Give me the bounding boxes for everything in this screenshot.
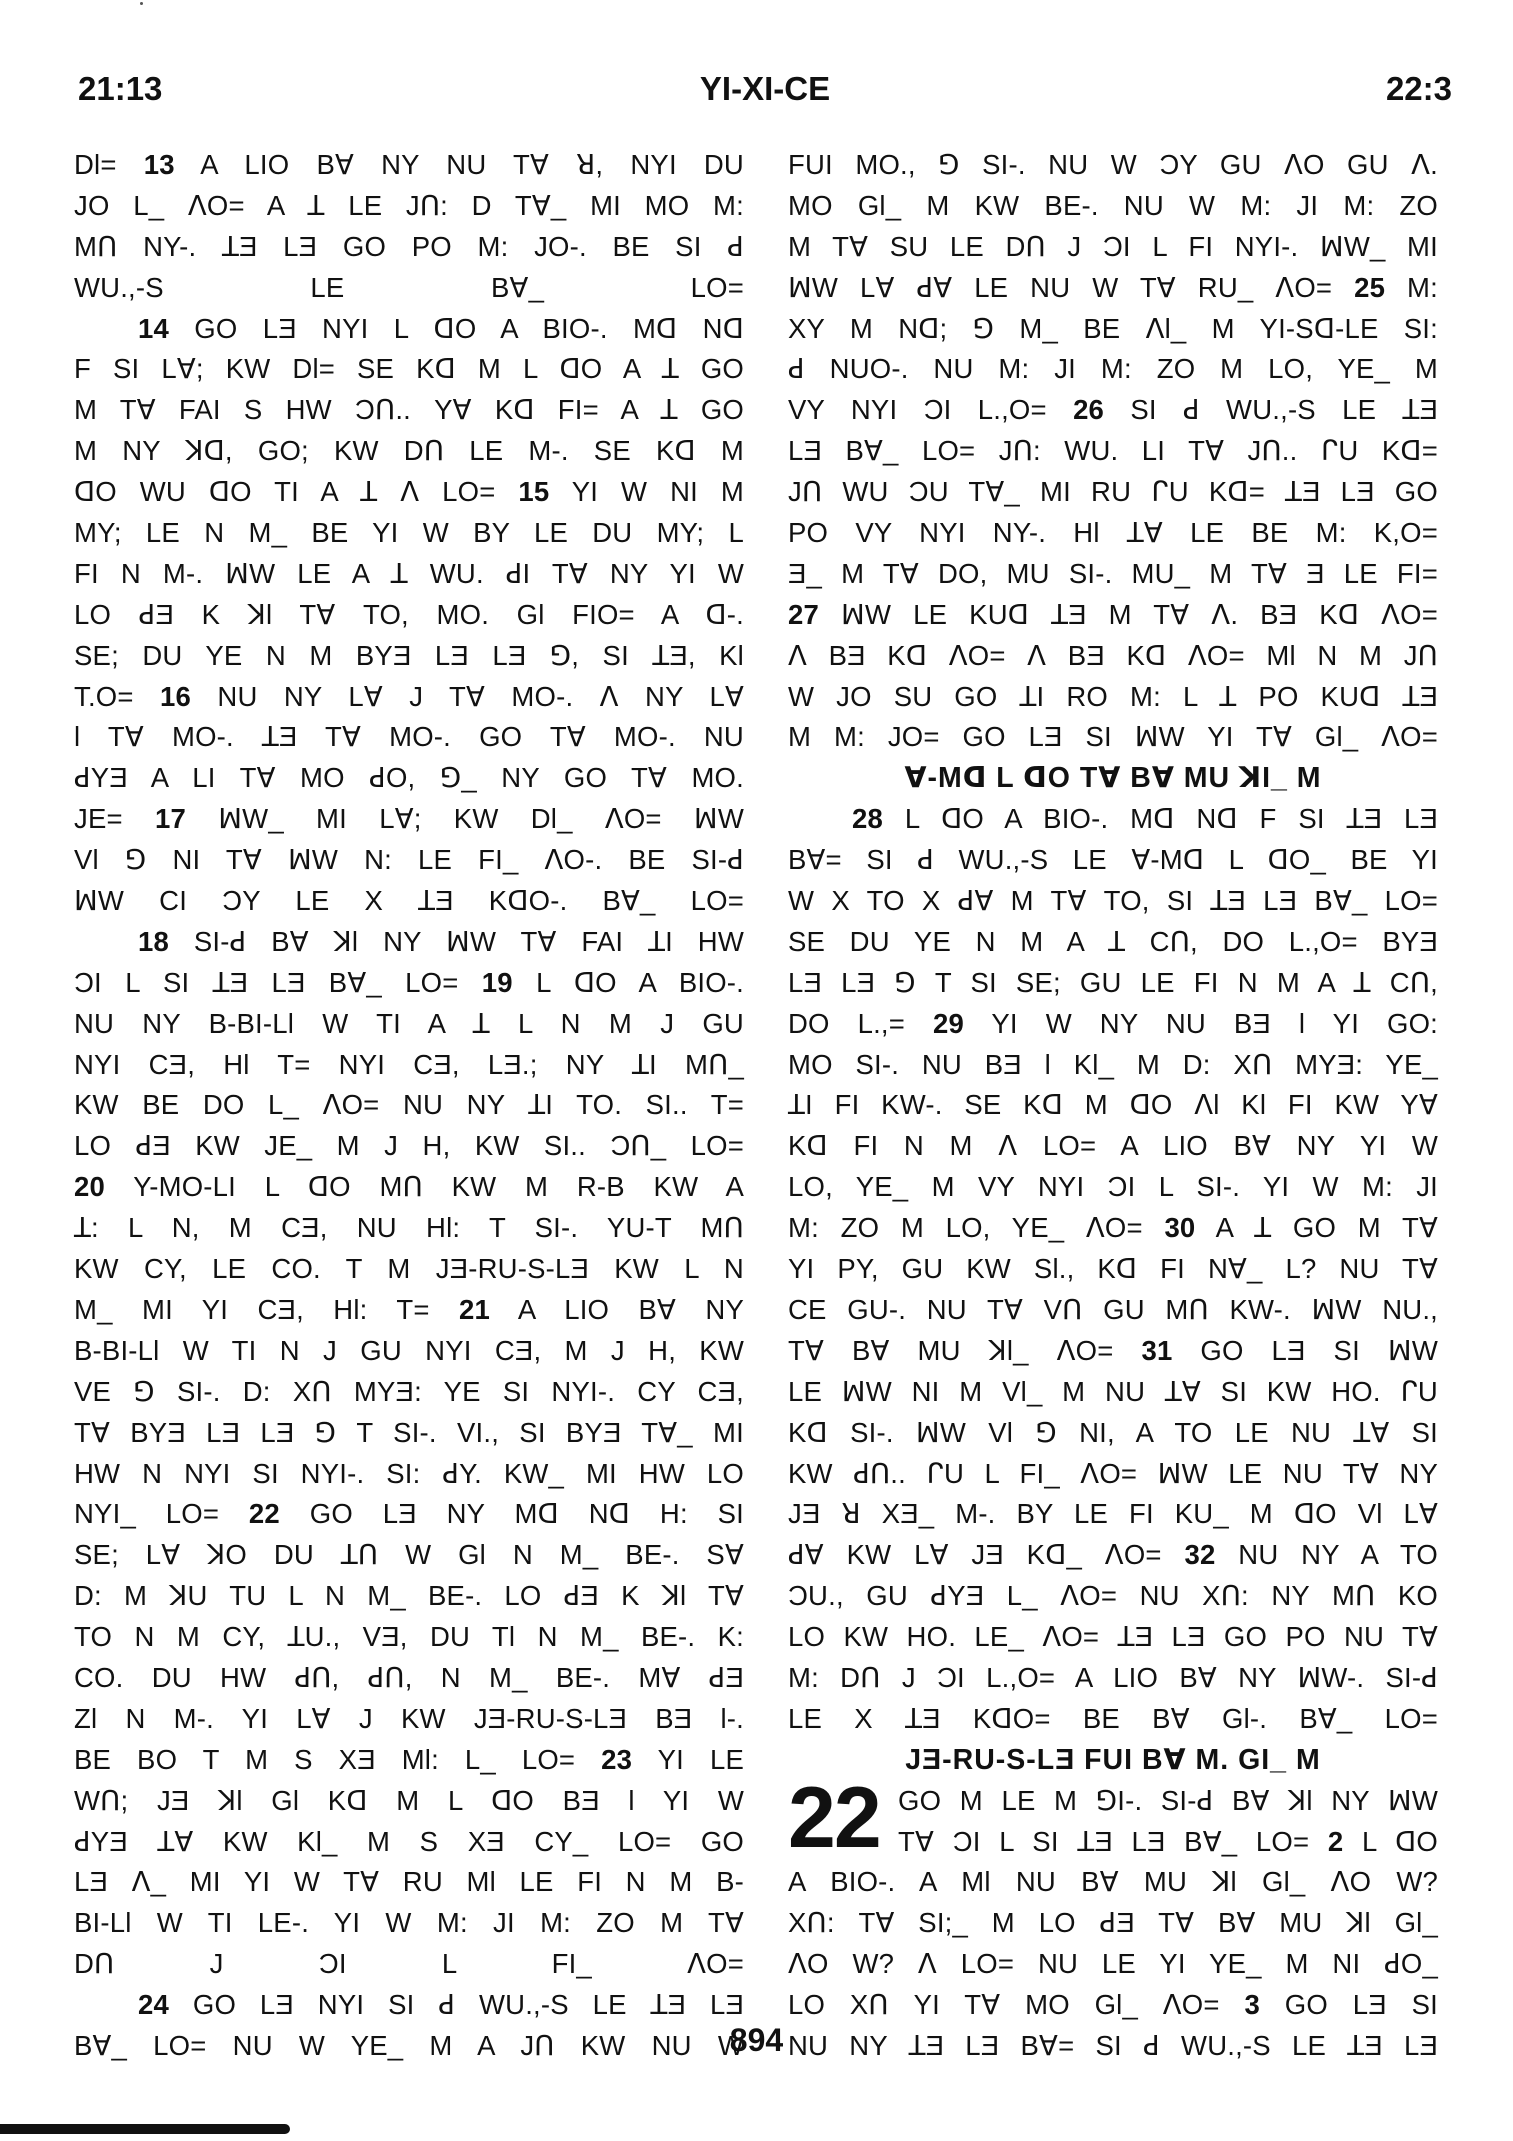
chapter-number: 22 — [788, 1770, 880, 1866]
text-segment: ꟽW LE KUꓷ ꓕƎ M Tꓯ ꓥ. BƎ Kꓷ ꓥO= — [819, 598, 1438, 630]
text-line — [788, 1494, 1438, 1535]
text-segment: NYI_ LO= — [74, 1498, 249, 1530]
text-segment: LO Xꓵ YI Tꓯ MO GƖ_ ꓥO= — [788, 1989, 1245, 2021]
text-line — [788, 431, 1438, 472]
text-line — [74, 595, 744, 636]
text-segment: W JO SU GO ꓕI RO M: L ꓕ PO KUꓷ ꓕƎ — [788, 680, 1438, 712]
text-line — [788, 1085, 1438, 1126]
text-segment: ꟽW Lꓯ ꓒꓯ LE NU W Tꓯ RU_ ꓥO= — [788, 271, 1355, 303]
verse-number: 32 — [1184, 1539, 1216, 1571]
text-segment: Ǝ_ M Tꓯ DO, MU SI-. MU_ M Tꓯ Ǝ LE FI= — [788, 557, 1438, 589]
header-left-reference: 21:13 — [78, 70, 163, 107]
text-line — [788, 1045, 1438, 1086]
text-line — [788, 1126, 1438, 1167]
text-segment: ϽU., GU ꓒYƎ L_ ꓥO= NU Xꓵ: NY Mꓵ KO — [788, 1580, 1438, 1612]
text-segment: LO ꓒƎ K ꓘƖ Tꓯ TO, MO. GƖ FIO= A ꓷ-. — [74, 598, 744, 630]
text-line — [788, 145, 1438, 186]
text-line — [74, 554, 744, 595]
text-segment: A LIO Bꓯ NY NU Tꓯ ꓤ, NYI DU — [174, 149, 744, 180]
text-line — [74, 1167, 744, 1208]
text-line — [74, 145, 744, 186]
text-line — [74, 1290, 744, 1331]
text-line — [74, 1822, 744, 1863]
text-line — [788, 1535, 1438, 1576]
verse-number: 21 — [458, 1293, 490, 1325]
verse-number: 3 — [1244, 1989, 1260, 2021]
text-segment: Kꓷ SI-. ꟽW VƖ ꓨ NI, A TO LE NU ꓕꓯ SI — [788, 1416, 1438, 1448]
text-line — [74, 1903, 744, 1944]
text-segment: YI W NY NU BƎ Ɩ YI GO: — [963, 1007, 1438, 1039]
text-segment: NU NY Lꓯ J Tꓯ MO-. ꓥ NY Lꓯ — [191, 680, 745, 712]
verse-number: 22 — [248, 1498, 280, 1530]
text-segment: YI W NI M — [549, 476, 744, 508]
verse-number: 23 — [601, 1743, 633, 1775]
text-line — [74, 309, 744, 350]
text-segment: Xꓵ: Tꓯ SI;_ M LO ꓒƎ Tꓯ Bꓯ MU ꓘƖ GƖ_ — [788, 1907, 1438, 1939]
text-segment: JE= — [74, 803, 155, 835]
text-line — [788, 595, 1438, 636]
text-segment: FUI MO., ꓨ SI-. NU W ϽY GU ꓥO GU ꓥ. — [788, 149, 1438, 180]
text-segment: JƎ-RU-S-LƎ FUI Bꓯ M. GƖ_ M — [905, 1743, 1321, 1776]
text-segment: GO LƎ NYI L ꓷO A BIO-. Mꓷ Nꓷ — [169, 312, 744, 344]
text-segment: DO L.,= — [788, 1007, 933, 1039]
verse-number: 20 — [74, 1171, 105, 1203]
text-line — [74, 922, 744, 963]
text-segment: M Tꓯ SU LE Dꓵ J ϽI L FI NYI-. ꟽW_ MI — [788, 230, 1438, 262]
text-segment: Bꓯ_ LO= NU W YE_ M A Jꓵ KW NU W — [74, 2029, 744, 2061]
text-segment: GO LƎ NYI SI ꓒ WU.,-S LE ꓕƎ LƎ — [169, 1989, 744, 2021]
text-segment: KW ꓒꓵ.. ᒋU L FI_ ꓥO= ꟽW LE NU Tꓯ NY — [788, 1457, 1438, 1489]
text-line — [788, 1822, 1438, 1863]
text-line — [788, 1862, 1438, 1903]
text-line — [74, 1454, 744, 1495]
text-line — [788, 349, 1438, 390]
text-segment: Jꓵ WU ϽU Tꓯ_ MI RU ᒋU Kꓷ= ꓕƎ LƎ GO — [788, 476, 1438, 508]
text-line — [788, 717, 1438, 758]
text-segment: ꓒ NUO-. NU M: JI M: ZO M LO, YE_ M — [788, 353, 1438, 385]
text-segment: FI N M-. ꟽW LE A ꓕ WU. ꓒI Tꓯ NY YI W — [74, 557, 744, 589]
text-segment: ꓒꓯ KW Lꓯ JƎ Kꓷ_ ꓥO= — [788, 1539, 1185, 1571]
text-line — [788, 881, 1438, 922]
text-segment: Tꓯ ϽI L SI ꓕƎ LƎ Bꓯ_ LO= — [898, 1825, 1328, 1857]
text-segment: CE GU-. NU Tꓯ Vꓵ GU Mꓵ KW-. ꟽW NU., — [788, 1293, 1438, 1325]
text-line — [74, 1740, 744, 1781]
verse-number: 28 — [852, 803, 883, 835]
text-line — [74, 1658, 744, 1699]
verse-number: 15 — [518, 476, 550, 508]
text-line — [74, 1862, 744, 1903]
verse-number: 2 — [1327, 1825, 1344, 1857]
text-segment: LE ꟽW NI M VƖ_ M NU ꓕꓯ SI KW HO. ᒋU — [788, 1375, 1438, 1407]
text-line — [74, 1699, 744, 1740]
text-line — [788, 186, 1438, 227]
text-line — [788, 1699, 1438, 1740]
running-header — [78, 70, 1452, 120]
text-segment: LO, YE_ M VY NYI ϽI L SI-. YI W M: JI — [788, 1171, 1438, 1203]
text-segment: YI PY, GU KW SƖ., Kꓷ FI Nꓯ_ L? NU Tꓯ — [788, 1253, 1438, 1285]
text-line — [74, 472, 744, 513]
text-line — [788, 840, 1438, 881]
text-segment: HW N NYI SI NYI-. SI: ꓒY. KW_ MI HW LO — [74, 1457, 744, 1489]
text-line — [74, 636, 744, 677]
text-segment: GO M LE M ꓨI-. SI-ꓒ Bꓯ ꓘƖ NY ꟽW — [898, 1784, 1438, 1816]
text-line — [74, 1535, 744, 1576]
text-segment: SI ꓒ WU.,-S LE ꓕƎ — [1104, 394, 1438, 426]
text-segment: JO L_ ꓥO= A ꓕ LE Jꓵ: D Tꓯ_ MI MO M: — [74, 189, 744, 221]
text-segment: Dꓵ J ϽI L FI_ ꓥO= — [74, 1948, 744, 1980]
right-column — [788, 145, 1438, 2067]
text-line — [74, 1617, 744, 1658]
text-segment: BI-LƖ W TI LE-. YI W M: JI M: ZO M Tꓯ — [74, 1907, 744, 1939]
text-line — [74, 227, 744, 268]
text-line — [74, 1331, 744, 1372]
text-line — [788, 1249, 1438, 1290]
text-line — [788, 227, 1438, 268]
text-segment: VY NYI ϽI L.,O= — [788, 394, 1074, 426]
verse-number: 19 — [481, 966, 513, 998]
scan-speck — [140, 2, 143, 5]
text-segment: A LIO Bꓯ NY — [489, 1293, 744, 1325]
text-line — [74, 349, 744, 390]
text-segment: M M: JO= GO LƎ SI ꟽW YI Tꓯ GƖ_ ꓥO= — [788, 721, 1438, 753]
text-segment: SE; DU YE N M BYƎ LƎ LƎ ꓨ, SI ꓕƎ, KƖ — [74, 639, 744, 671]
text-line — [74, 1085, 744, 1126]
text-line — [788, 1903, 1438, 1944]
text-segment: YI LE — [632, 1743, 744, 1775]
text-segment: L ꓷO — [1343, 1825, 1438, 1857]
text-line — [74, 758, 744, 799]
verse-number: 17 — [155, 803, 186, 835]
text-line — [788, 513, 1438, 554]
text-segment: ꓕI FI KW-. SE Kꓷ M ꓷO ꓥƖ KƖ FI KW Yꓯ — [788, 1089, 1438, 1121]
text-segment: MO GƖ_ M KW BE-. NU W M: JI M: ZO — [788, 189, 1438, 221]
text-line — [788, 1208, 1438, 1249]
verse-number: 18 — [138, 925, 169, 957]
text-segment: WU.,-S LE Bꓯ_ LO= — [74, 271, 744, 303]
text-segment: L ꓷO A BIO-. — [512, 966, 744, 998]
text-line — [74, 1781, 744, 1822]
text-segment: F SI Lꓯ; KW DƖ= SE Kꓷ M L ꓷO A ꓕ GO — [74, 353, 744, 385]
text-segment: XY M Nꓷ; ꓨ M_ BE ꓥƖ_ M YI-Sꓷ-LE SI: — [788, 312, 1438, 344]
text-line — [74, 390, 744, 431]
verse-number: 24 — [138, 1989, 169, 2021]
text-line — [74, 1208, 744, 1249]
text-line — [74, 717, 744, 758]
text-segment: NU NY A TO — [1215, 1539, 1438, 1571]
text-line — [74, 1045, 744, 1086]
book-title: YI-XI-CE — [699, 70, 831, 107]
text-line — [788, 1290, 1438, 1331]
text-line — [74, 1985, 744, 2026]
verse-number: 14 — [138, 312, 169, 344]
text-segment: GO LƎ NY Mꓷ Nꓷ H: SI — [279, 1498, 744, 1530]
text-segment: ꟽW_ MI Lꓯ; KW DƖ_ ꓥO= ꟽW — [186, 803, 745, 835]
text-line — [788, 1781, 1438, 1822]
text-segment: ꓥO W? ꓥ LO= NU LE YI YE_ M NI ꓒO_ — [788, 1948, 1438, 1980]
text-line — [788, 390, 1438, 431]
text-line — [74, 268, 744, 309]
text-segment: LO KW HO. LE_ ꓥO= ꓕƎ LƎ GO PO NU Tꓯ — [788, 1621, 1438, 1653]
text-segment: DƖ= — [74, 149, 144, 180]
text-line — [74, 1413, 744, 1454]
text-segment: LƎ LƎ ꓨ T SI SE; GU LE FI N M A ꓕ Cꓵ, — [788, 966, 1438, 998]
text-line — [788, 1004, 1438, 1045]
text-line — [788, 1413, 1438, 1454]
text-segment: LE X ꓕƎ KꓷO= BE Bꓯ GƖ-. Bꓯ_ LO= — [788, 1702, 1438, 1734]
text-line — [788, 636, 1438, 677]
text-line — [788, 1576, 1438, 1617]
text-line — [74, 431, 744, 472]
text-line — [788, 268, 1438, 309]
text-segment: KW CY, LE CO. T M JƎ-RU-S-LƎ KW L N — [74, 1253, 744, 1285]
text-line — [788, 1617, 1438, 1658]
text-segment: LƎ ꓥ_ MI YI W Tꓯ RU MƖ LE FI N M B- — [74, 1866, 744, 1898]
text-line — [788, 799, 1438, 840]
text-segment: PO VY NYI NY-. HƖ ꓕꓯ LE BE M: K,O= — [788, 517, 1438, 549]
text-line — [788, 1985, 1438, 2026]
text-segment: M NY ꓘꓷ, GO; KW Dꓵ LE M-. SE Kꓷ M — [74, 435, 744, 467]
text-segment: M Tꓯ FAI S HW Ͻꓵ.. Yꓯ Kꓷ FI= A ꓕ GO — [74, 394, 744, 426]
text-segment: NYI CƎ, HƖ T= NYI CƎ, LƎ.; NY ꓕI Mꓵ_ — [74, 1048, 744, 1080]
scan-edge-mark — [0, 2124, 290, 2134]
verse-number: 25 — [1354, 271, 1386, 303]
text-segment: GO LƎ SI ꟽW — [1172, 1334, 1438, 1366]
text-segment: ꓒYƎ ꓕꓯ KW KƖ_ M S XƎ CY_ LO= GO — [74, 1825, 744, 1857]
verse-number: 13 — [143, 149, 175, 180]
text-segment: M_ MI YI CƎ, HƖ: T= — [74, 1293, 459, 1325]
text-line — [74, 1494, 744, 1535]
text-segment: Wꓵ; JƎ ꓘƖ GƖ Kꓷ M L ꓷO BƎ Ɩ YI W — [74, 1784, 744, 1816]
text-line — [788, 554, 1438, 595]
text-segment: ꓷO WU ꓷO TI A ꓕ ꓥ LO= — [74, 476, 519, 508]
text-segment: B-BI-LƖ W TI N J GU NYI CƎ, M J H, KW — [74, 1334, 744, 1366]
text-line — [788, 309, 1438, 350]
text-segment: A ꓕ GO M Tꓯ — [1195, 1212, 1439, 1244]
text-segment: KW BE DO L_ ꓥO= NU NY ꓕI TO. SI.. T= — [74, 1089, 744, 1121]
text-segment: SE DU YE N M A ꓕ Cꓵ, DO L.,O= BYƎ — [788, 925, 1438, 957]
text-line — [788, 1944, 1438, 1985]
section-heading — [788, 1740, 1438, 1781]
text-segment: Bꓯ= SI ꓒ WU.,-S LE ꓯ-Mꓷ L ꓷO_ BE YI — [788, 844, 1438, 876]
section-heading — [788, 758, 1438, 799]
left-column — [74, 145, 744, 2067]
text-segment: ꓯ-Mꓷ L ꓷO Tꓯ Bꓯ MU ꓘƖ_ M — [904, 762, 1322, 795]
page-number: 894 — [729, 2022, 784, 2058]
text-line — [74, 1126, 744, 1167]
text-segment: ꓒYƎ A LI Tꓯ MO ꓒO, ꓨ_ NY GO Tꓯ MO. — [74, 762, 744, 794]
verse-number: 30 — [1164, 1212, 1196, 1244]
text-line — [74, 513, 744, 554]
text-segment: LƎ Bꓯ_ LO= Jꓵ: WU. LI Tꓯ Jꓵ.. ᒋU Kꓷ= — [788, 435, 1438, 467]
text-line — [788, 677, 1438, 718]
text-segment: NU NY B-BI-LƖ W TI A ꓕ L N M J GU — [74, 1007, 744, 1039]
text-segment: M: — [1385, 271, 1438, 303]
text-line — [74, 186, 744, 227]
verse-number: 31 — [1141, 1334, 1173, 1366]
text-segment: ꟽW CI ϽY LE X ꓕƎ KꓷO-. Bꓯ_ LO= — [74, 885, 744, 917]
text-segment: Ɩ Tꓯ MO-. ꓕƎ Tꓯ MO-. GO Tꓯ MO-. NU — [74, 721, 744, 753]
text-segment: L ꓷO A BIO-. Mꓷ Nꓷ F SI ꓕƎ LƎ — [883, 803, 1438, 835]
text-line — [788, 922, 1438, 963]
text-line — [74, 881, 744, 922]
text-segment: VE ꓨ SI-. D: Xꓵ MYƎ: YE SI NYI-. CY CƎ, — [74, 1375, 744, 1407]
text-line — [74, 840, 744, 881]
verse-number: 16 — [160, 680, 192, 712]
text-segment: M: ZO M LO, YE_ ꓥO= — [788, 1212, 1165, 1244]
text-segment: JƎ ꓤ XƎ_ M-. BY LE FI KU_ M ꓷO VƖ Lꓯ — [788, 1498, 1438, 1530]
text-segment: Kꓷ FI N M ꓥ LO= A LIO Bꓯ NY YI W — [788, 1130, 1438, 1162]
text-segment: CO. DU HW ꓒꓵ, ꓒꓵ, N M_ BE-. Mꓯ ꓒƎ — [74, 1661, 744, 1693]
text-segment: TO N M CY, ꓕU., VƎ, DU TƖ N M_ BE-. K: — [74, 1621, 744, 1653]
text-segment: MY; LE N M_ BE YI W BY LE DU MY; L — [74, 517, 744, 549]
text-segment: Tꓯ Bꓯ MU ꓘƖ_ ꓥO= — [788, 1334, 1142, 1366]
text-line — [788, 963, 1438, 1004]
verse-number: 27 — [788, 598, 819, 630]
text-segment: M: Dꓵ J ϽI L.,O= A LIO Bꓯ NY ꟽW-. SI-ꓒ — [788, 1661, 1438, 1693]
text-segment: W X TO X ꓒꓯ M Tꓯ TO, SI ꓕƎ LƎ Bꓯ_ LO= — [788, 885, 1438, 917]
text-segment: MO SI-. NU BƎ Ɩ KƖ_ M D: Xꓵ MYƎ: YE_ — [788, 1048, 1438, 1080]
text-segment: SE; Lꓯ ꓘO DU ꓕꓵ W GƖ N M_ BE-. Sꓯ — [74, 1539, 744, 1571]
text-line — [74, 1372, 744, 1413]
text-line — [74, 1249, 744, 1290]
text-segment: VƖ ꓨ NI Tꓯ ꟽW N: LE FI_ ꓥO-. BE SI-ꓒ — [74, 844, 744, 876]
text-line — [74, 677, 744, 718]
text-line — [788, 1658, 1438, 1699]
text-segment: Y-MO-LI L ꓷO Mꓵ KW M R-B KW A — [105, 1171, 744, 1203]
text-line — [74, 963, 744, 1004]
text-segment: SI-ꓒ Bꓯ ꓘƖ NY ꟽW Tꓯ FAI ꓕI HW — [169, 925, 744, 957]
text-segment: ZƖ N M-. YI Lꓯ J KW JƎ-RU-S-LƎ BƎ Ɩ-. — [74, 1702, 744, 1734]
text-segment: T.O= — [74, 680, 161, 712]
text-segment: ϽI L SI ꓕƎ LƎ Bꓯ_ LO= — [74, 966, 482, 998]
text-segment: D: M ꓘU TU L N M_ BE-. LO ꓒƎ K ꓘƖ Tꓯ — [74, 1580, 744, 1612]
text-segment: Mꓵ NY-. ꓕƎ LƎ GO PO M: JO-. BE SI ꓒ — [74, 230, 744, 262]
header-right-reference: 22:3 — [1385, 70, 1452, 107]
text-line — [74, 1944, 744, 1985]
text-line — [788, 472, 1438, 513]
verse-number: 26 — [1073, 394, 1105, 426]
text-segment: GO LƎ SI — [1259, 1989, 1438, 2021]
text-segment: A BIO-. A MƖ NU Bꓯ MU ꓘƖ GƖ_ ꓥO W? — [788, 1866, 1438, 1898]
text-segment: Tꓯ BYƎ LƎ LƎ ꓨ T SI-. VI., SI BYƎ Tꓯ_ MI — [74, 1416, 744, 1448]
text-segment: BE BO T M S XƎ MƖ: L_ LO= — [74, 1743, 602, 1775]
verse-number: 29 — [932, 1007, 964, 1039]
text-line — [788, 1167, 1438, 1208]
text-segment: ꓥ BƎ Kꓷ ꓥO= ꓥ BƎ Kꓷ ꓥO= MƖ N M Jꓵ — [788, 639, 1438, 671]
text-line — [788, 1331, 1438, 1372]
text-line — [74, 799, 744, 840]
text-segment: NU NY ꓕƎ LƎ Bꓯ= SI ꓒ WU.,-S LE ꓕƎ LƎ — [788, 2029, 1438, 2061]
text-segment: ꓕ: L N, M CƎ, NU HƖ: T SI-. YU-T Mꓵ — [74, 1212, 744, 1244]
text-line — [788, 1454, 1438, 1495]
text-line — [74, 1004, 744, 1045]
text-line — [74, 1576, 744, 1617]
text-segment: LO ꓒƎ KW JE_ M J H, KW SI.. Ͻꓵ_ LO= — [74, 1130, 744, 1162]
text-line — [788, 1372, 1438, 1413]
